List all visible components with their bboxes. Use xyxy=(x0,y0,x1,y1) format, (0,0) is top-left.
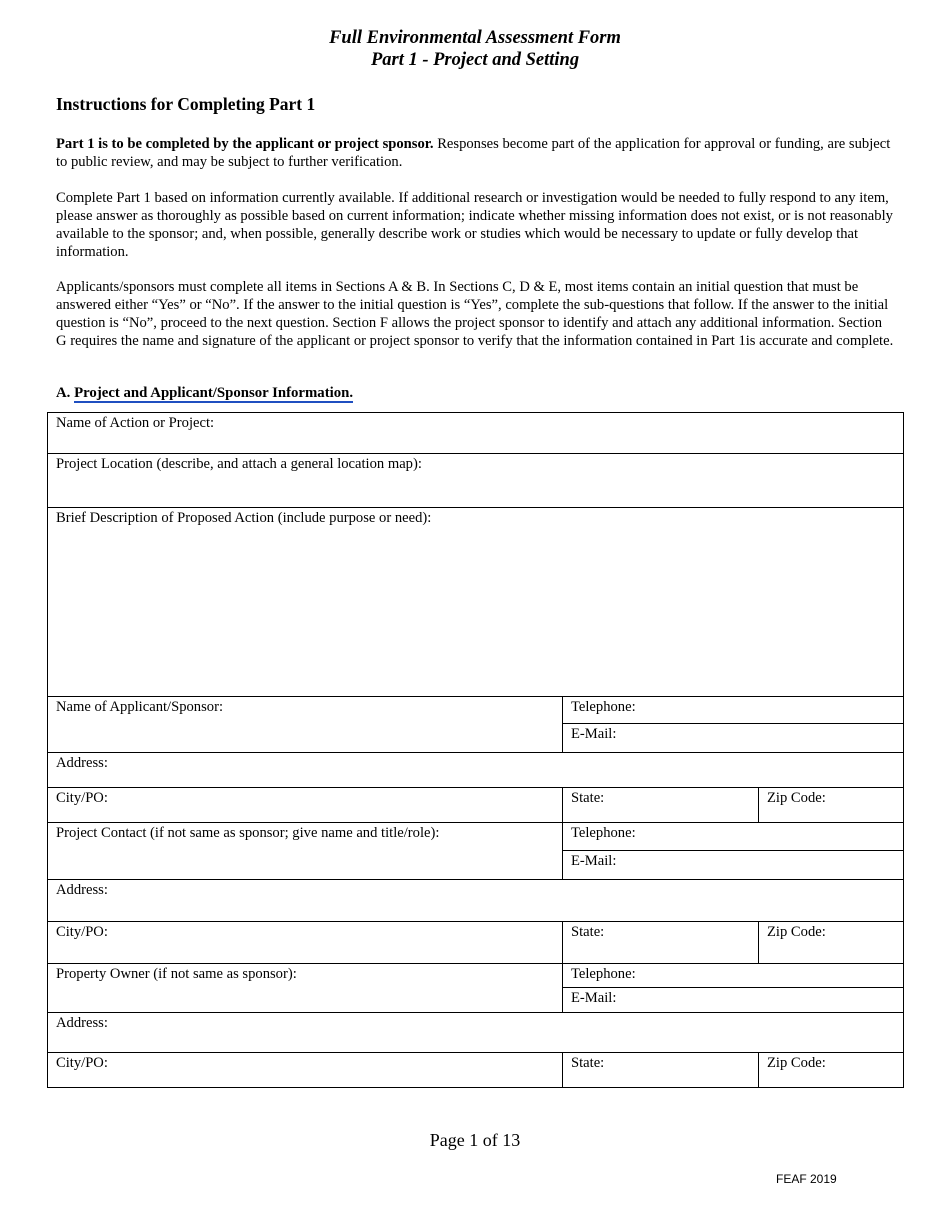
contact-email-label: E-Mail: xyxy=(571,853,617,869)
owner-zip-field[interactable] xyxy=(759,1053,904,1088)
contact-email-field[interactable] xyxy=(563,851,904,880)
section-a-prefix: A. xyxy=(56,385,71,401)
owner-state-label: State: xyxy=(571,1055,605,1071)
applicant-city-field[interactable] xyxy=(48,788,563,823)
owner-city-label: City/PO: xyxy=(56,1055,108,1071)
form-code: FEAF 2019 xyxy=(776,1172,837,1186)
form-subtitle: Part 1 - Project and Setting xyxy=(370,50,580,70)
applicant-state-label: State: xyxy=(571,790,605,806)
owner-telephone-field[interactable] xyxy=(563,964,904,988)
page-number: Page 1 of 13 xyxy=(429,1130,521,1150)
section-a-heading xyxy=(56,385,353,402)
applicant-email-label: E-Mail: xyxy=(571,726,617,742)
applicant-city-label: City/PO: xyxy=(56,790,108,806)
owner-state-field[interactable] xyxy=(563,1053,759,1088)
applicant-state-field[interactable] xyxy=(563,788,759,823)
brief-description-field[interactable] xyxy=(48,508,904,697)
contact-address-label: Address: xyxy=(56,882,108,898)
instructions-p1-rest: Responses become part of the application for approval or funding, are subject to public review, and may be subject to further verification. xyxy=(56,136,891,170)
contact-address-field[interactable] xyxy=(48,880,904,922)
contact-zip-field[interactable] xyxy=(759,922,904,964)
owner-email-field[interactable] xyxy=(563,988,904,1013)
owner-name-label: Property Owner (if not same as sponsor): xyxy=(56,966,297,982)
contact-state-field[interactable] xyxy=(563,922,759,964)
applicant-name-label: Name of Applicant/Sponsor: xyxy=(56,699,223,715)
instructions-p1-bold: Part 1 is to be completed by the applicant or project sponsor. xyxy=(56,136,434,152)
applicant-zip-label: Zip Code: xyxy=(767,790,826,806)
applicant-name-field[interactable] xyxy=(48,697,563,753)
contact-name-field[interactable] xyxy=(48,823,563,880)
instructions-paragraph-2: Complete Part 1 based on information currently available. If additional research or investigation would be needed to fully respond to any item, please answer as thoroughly as possible based on current information; indicate whether missing information does not exist, or is not reasonably available to the sponsor; and, when possible, generally describe work or studies which would be necessary to update or fully develop that information. xyxy=(56,190,893,260)
contact-name-label: Project Contact (if not same as sponsor; give name and title/role): xyxy=(56,825,440,841)
applicant-telephone-field[interactable] xyxy=(563,697,904,724)
contact-telephone-label: Telephone: xyxy=(571,825,636,841)
project-info-form xyxy=(47,412,904,1088)
applicant-address-label: Address: xyxy=(56,755,108,771)
contact-zip-label: Zip Code: xyxy=(767,924,826,940)
applicant-zip-field[interactable] xyxy=(759,788,904,823)
applicant-telephone-label: Telephone: xyxy=(571,699,636,715)
form-title: Full Environmental Assessment Form xyxy=(329,28,621,48)
contact-city-field[interactable] xyxy=(48,922,563,964)
owner-address-label: Address: xyxy=(56,1015,108,1031)
owner-address-field[interactable] xyxy=(48,1013,904,1053)
owner-city-field[interactable] xyxy=(48,1053,563,1088)
applicant-address-field[interactable] xyxy=(48,753,904,788)
owner-telephone-label: Telephone: xyxy=(571,966,636,982)
owner-email-label: E-Mail: xyxy=(571,990,617,1006)
brief-description-label: Brief Description of Proposed Action (include purpose or need): xyxy=(56,510,432,526)
name-of-action-label: Name of Action or Project: xyxy=(56,415,215,431)
instructions-heading: Instructions for Completing Part 1 xyxy=(56,94,316,114)
owner-name-field[interactable] xyxy=(48,964,563,1013)
project-location-field[interactable] xyxy=(48,454,904,508)
section-a-link[interactable]: Project and Applicant/Sponsor Information. xyxy=(74,385,354,401)
contact-state-label: State: xyxy=(571,924,605,940)
owner-zip-label: Zip Code: xyxy=(767,1055,826,1071)
contact-city-label: City/PO: xyxy=(56,924,108,940)
instructions-paragraph-1 xyxy=(56,135,896,171)
project-location-label: Project Location (describe, and attach a general location map): xyxy=(56,456,422,472)
instructions-paragraph-3: Applicants/sponsors must complete all items in Sections A & B. In Sections C, D & E, most items contain an initial question that must be answered either “Yes” or “No”. If the answer to the initial question is “Yes”, complete the sub-questions that follow. If the answer to the initial question is “No”, proceed to the next question. Section F allows the project sponsor to identify and attach any additional information. Section G requires the name and signature of the applicant or project sponsor to verify that the information contained in Part 1is accurate and complete. xyxy=(56,279,894,349)
contact-telephone-field[interactable] xyxy=(563,823,904,851)
name-of-action-field[interactable] xyxy=(48,413,904,454)
applicant-email-field[interactable] xyxy=(563,724,904,753)
